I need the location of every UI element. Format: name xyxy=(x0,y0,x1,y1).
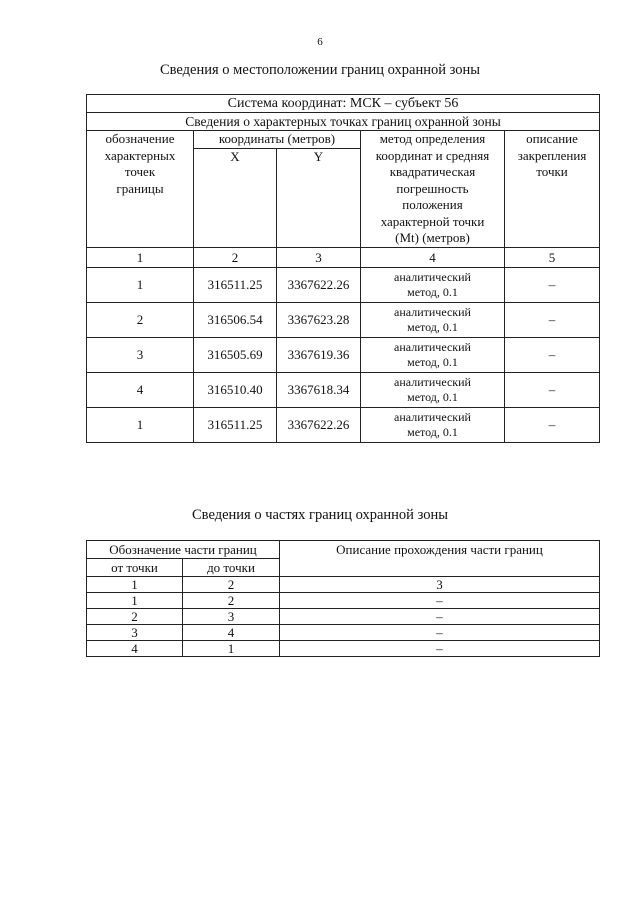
coord-y: 3367623.28 xyxy=(277,303,361,338)
page-number: 6 xyxy=(317,36,323,48)
from-point: 3 xyxy=(87,625,183,641)
table-row xyxy=(87,408,600,443)
fixing: – xyxy=(505,303,600,338)
fixing: – xyxy=(505,268,600,303)
column-number: 3 xyxy=(277,248,361,268)
coord-y: 3367618.34 xyxy=(277,373,361,408)
table-row xyxy=(87,338,600,373)
header-text: описание xyxy=(526,131,578,146)
fixing: – xyxy=(505,338,600,373)
table-row xyxy=(87,641,600,657)
coord-x: 316506.54 xyxy=(194,303,277,338)
from-point: 2 xyxy=(87,609,183,625)
header-text: характерных xyxy=(104,147,176,163)
method-line: метод, 0.1 xyxy=(407,425,458,439)
method xyxy=(361,373,505,408)
header-text: положения xyxy=(402,197,463,212)
from-point: 4 xyxy=(87,641,183,657)
method xyxy=(361,408,505,443)
to-point: 1 xyxy=(183,641,280,657)
header-method xyxy=(361,131,505,248)
method-line: метод, 0.1 xyxy=(407,390,458,404)
header-y: Y xyxy=(277,149,361,248)
header-from: от точки xyxy=(87,559,183,577)
coord-x: 316505.69 xyxy=(194,338,277,373)
method xyxy=(361,303,505,338)
method-line: метод, 0.1 xyxy=(407,320,458,334)
method xyxy=(361,338,505,373)
to-point: 2 xyxy=(183,593,280,609)
boundary-points-table xyxy=(86,94,600,443)
header-text: метод определения xyxy=(379,131,486,146)
table-row xyxy=(87,268,600,303)
parts-column-numbers-row xyxy=(87,577,600,593)
part-description: – xyxy=(280,609,600,625)
part-description: – xyxy=(280,593,600,609)
coord-y: 3367622.26 xyxy=(277,408,361,443)
to-point: 4 xyxy=(183,625,280,641)
column-number: 1 xyxy=(87,248,194,268)
point-id: 3 xyxy=(87,338,194,373)
coordinate-system: Система координат: МСК – субъект 56 xyxy=(87,95,600,113)
coord-y: 3367619.36 xyxy=(277,338,361,373)
header-text: границы xyxy=(116,180,164,196)
coordinate-system-row xyxy=(87,95,600,113)
header-text: погрешность xyxy=(396,180,469,196)
part-description: – xyxy=(280,625,600,641)
method-line: метод, 0.1 xyxy=(407,285,458,299)
column-number: 5 xyxy=(505,248,600,268)
method-line: аналитический xyxy=(394,305,471,319)
column-number: 4 xyxy=(361,248,505,268)
header-text: характерной точки xyxy=(380,213,485,229)
location-heading: Сведения о местоположении границ охранной зоны xyxy=(159,62,480,78)
table-row xyxy=(87,593,600,609)
boundary-parts-table xyxy=(86,540,600,657)
column-number: 2 xyxy=(194,248,277,268)
table-row xyxy=(87,373,600,408)
header-text: закрепления xyxy=(517,147,587,163)
header-coordinates: координаты (метров) xyxy=(194,131,361,149)
method-line: аналитический xyxy=(394,340,471,354)
coord-x: 316511.25 xyxy=(194,268,277,303)
table-row xyxy=(87,625,600,641)
method-line: аналитический xyxy=(394,270,471,284)
parts-header-row xyxy=(87,541,600,559)
from-point: 1 xyxy=(87,593,183,609)
method-line: метод, 0.1 xyxy=(407,355,458,369)
parts-heading: Сведения о частях границ охранной зоны xyxy=(192,507,448,523)
point-id: 4 xyxy=(87,373,194,408)
subheading-row xyxy=(87,113,600,131)
point-id: 1 xyxy=(87,408,194,443)
to-point: 3 xyxy=(183,609,280,625)
points-subheading: Сведения о характерных точках границ охранной зоны xyxy=(87,113,600,131)
header-text: (Mt) (метров) xyxy=(395,230,470,245)
coord-x: 316510.40 xyxy=(194,373,277,408)
column-number: 3 xyxy=(280,577,600,593)
point-id: 2 xyxy=(87,303,194,338)
column-numbers-row xyxy=(87,248,600,268)
header-text: квадратическая xyxy=(389,164,476,179)
header-point-designation xyxy=(87,131,194,248)
fixing: – xyxy=(505,373,600,408)
part-description: – xyxy=(280,641,600,657)
method xyxy=(361,268,505,303)
method-line: аналитический xyxy=(394,375,471,389)
header-fixing xyxy=(505,131,600,248)
header-row xyxy=(87,131,600,149)
header-text: координат и средняя xyxy=(375,147,490,163)
coord-y: 3367622.26 xyxy=(277,268,361,303)
fixing: – xyxy=(505,408,600,443)
table-row xyxy=(87,303,600,338)
header-text: точки xyxy=(536,164,568,179)
header-text: обозначение xyxy=(105,131,175,146)
coord-x: 316511.25 xyxy=(194,408,277,443)
header-text: точек xyxy=(124,164,156,179)
method-line: аналитический xyxy=(394,410,471,424)
header-description: Описание прохождения части границ xyxy=(280,541,600,577)
header-to: до точки xyxy=(183,559,280,577)
table-row xyxy=(87,609,600,625)
column-number: 1 xyxy=(87,577,183,593)
header-x: X xyxy=(194,149,277,248)
column-number: 2 xyxy=(183,577,280,593)
point-id: 1 xyxy=(87,268,194,303)
header-designation: Обозначение части границ xyxy=(87,541,280,559)
